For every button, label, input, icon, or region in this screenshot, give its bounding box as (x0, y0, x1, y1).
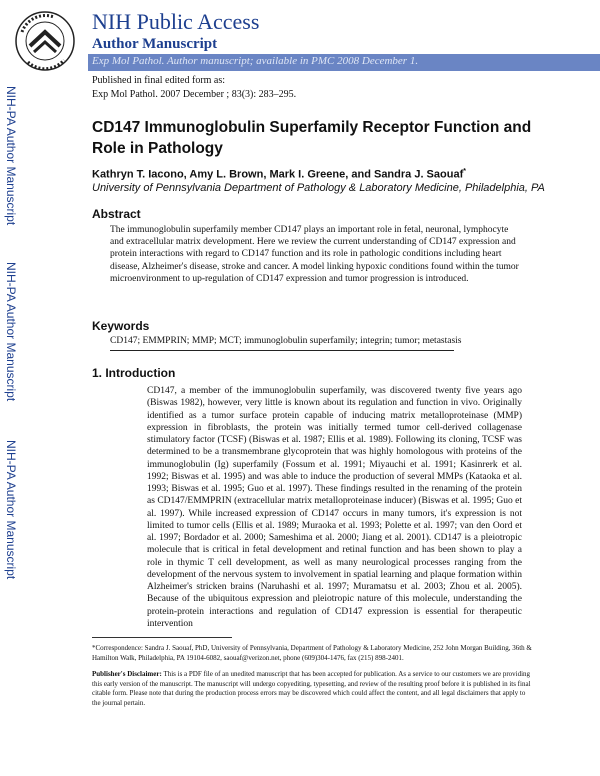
side-watermark-bottom (2, 440, 22, 600)
introduction-body (147, 385, 522, 630)
affiliation: University of Pennsylvania Department of Pathology & Laboratory Medicine, Philadelphia, PA (92, 182, 545, 194)
correspondence-footnote: *Correspondence: Sandra J. Saouaf, PhD, University of Pennsylvania, Department of Pathology & Laboratory Medicine, 252 John Morgan Building, 36th & Hamilton Walk, Philadelphia, PA 19104-6082, saouaf@verizon.net, phone (609)304-1476, fax (215) 898-2401. (92, 644, 532, 662)
paper-title: CD147 Immunoglobulin Superfamily Receptor Function and Role in Pathology (92, 119, 532, 157)
nih-seal-logo (14, 10, 76, 72)
side-watermark-text: NIH-PA Author Manuscript (4, 86, 18, 226)
side-watermark-top (2, 86, 22, 246)
author-names: Kathryn T. Iacono, Amy L. Brown, Mark I. Greene, and Sandra J. Saouaf (92, 168, 464, 181)
keywords-heading: Keywords (92, 319, 150, 333)
footnote-divider (92, 637, 232, 638)
abstract-heading: Abstract (92, 207, 141, 221)
disclaimer-label: Publisher's Disclaimer: (92, 670, 162, 678)
availability-banner-text: Exp Mol Pathol. Author manuscript; available in PMC 2008 December 1. (92, 55, 419, 67)
disclaimer-text: This is a PDF file of an unedited manuscript that has been accepted for publication. As a service to our customers we are providing this early version of the manuscript. The manuscript will undergo copyediting, typesetting, and review of the resulting proof before it is published in its final citable form. Please note that during the production process errors may be discovered which could affect the content, and all legal disclaimers that apply to the journal pertain. (92, 670, 531, 707)
author-footnote-marker: * (463, 168, 466, 175)
side-watermark-middle (2, 262, 22, 422)
author-manuscript-label: Author Manuscript (92, 36, 218, 52)
author-list (92, 168, 466, 181)
availability-banner (88, 54, 600, 71)
nih-public-access-title: NIH Public Access (92, 9, 260, 34)
keywords-divider (110, 350, 454, 351)
keywords-text: CD147; EMMPRIN; MMP; MCT; immunoglobulin superfamily; integrin; tumor; metastasis (110, 336, 462, 346)
introduction-heading: 1. Introduction (92, 366, 176, 380)
citation-line: Exp Mol Pathol. 2007 December ; 83(3): 283–295. (92, 89, 297, 100)
side-watermark-text: NIH-PA Author Manuscript (4, 262, 18, 402)
publisher-disclaimer (92, 670, 532, 708)
side-watermark-text: NIH-PA Author Manuscript (4, 440, 18, 580)
published-in-line: Published in final edited form as: (92, 75, 226, 86)
introduction-paragraph: CD147, a member of the immunoglobulin superfamily, was discovered twenty five years ago (Biswas 1982), however, very little is known about its regulation and function in vivo. Originally identified as a tumor surface protein capable of inducing matrix metalloproteinase (MMP) expression in fibroblasts, the protein was initially termed tumor cell-derived collagenase stimulatory factor (TCSF) (Biswas et al. 1987; Ellis et al. 1989). Following its cloning, TCSF was determined to be a transmembrane glycoprotein that was highly homologous with proteins of the immunoglobulin (Ig) superfamily (Fossum et al. 1991; Miyauchi et al. 1991; Kasinrerk et al. 1992; Biswas et al. 1995) and was able to induce the production of several MMPs (Kataoka et al. 1993; Biswas et al. 1995; Guo et al. 1997). These findings resulted in the renaming of the protein as CD147/EMMPRIN (extracellular matrix metalloproteinase inducer) (Biswas et al. 1995; Guo et al. 1997). While increased expression of CD147 occurs in many tumors, it's expression is not limited to tumor cells (Ellis et al. 1989; Muraoka et al. 1993; Polette et al. 1997; van den Oord et al. 1997; Bordador et al. 2000; Sameshima et al. 2000; Jiang et al. 2001). CD147 is a pleiotropic molecule that is critical in fetal development and retinal function and has been shown to play a role in thymic T cell development, as well as many neurological processes ranging from the development of the nervous system to involvement in spatial learning and plaque formation within Alzheimer's stricken brains (Naruhashi et al. 1997; Muramatsu et al. 2003; Zhou et al. 2005). Because of the ubiquitous expression and pleiotropic nature of this molecule, understanding the protein-protein interactions and regulation of CD147 expression is essential for therapeutic intervention (147, 386, 522, 629)
abstract-text: The immunoglobulin superfamily member CD147 plays an important role in fetal, neuronal, lymphocyte and extracellular matrix development. Here we review the current understanding of CD147 expression and protein interactions with regard to CD147 function and its role in pathologic conditions including heart disease, Alzheimer's disease, stroke and cancer. A model linking hypoxic conditions found within the tumor microenvironment to up-regulation of CD147 expression and tumor progression is introduced. (110, 225, 519, 284)
